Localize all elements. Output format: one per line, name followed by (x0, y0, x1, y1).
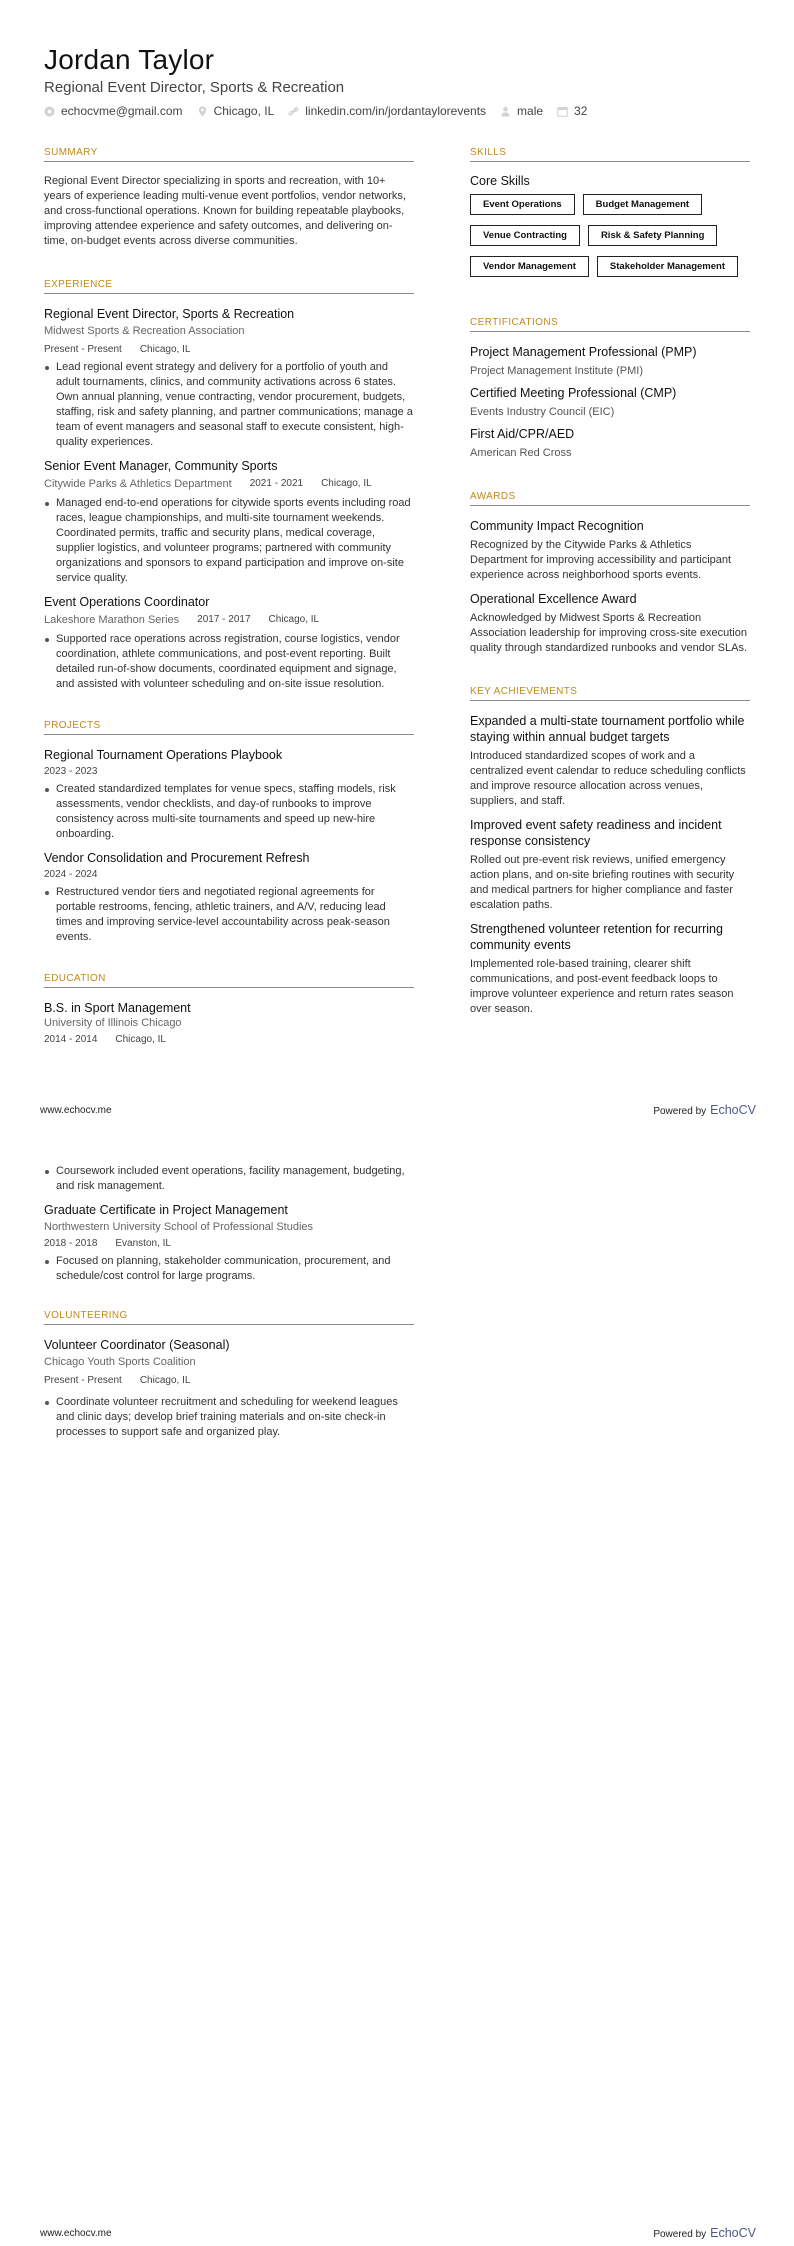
education-location: Evanston, IL (115, 1238, 171, 1249)
contact-location (197, 104, 275, 118)
project-bullets (44, 782, 414, 842)
job-bullets (44, 632, 414, 692)
achievement-description: Rolled out pre-event risk reviews, unified emergency action plans, and on-site briefing routines with security and medical partners for higher compliance and faster escalation paths. (470, 854, 735, 911)
left-column-page-1 (44, 147, 414, 1054)
award-name: Community Impact Recognition (470, 519, 644, 533)
date-range: 2023 - 2023 (44, 766, 98, 777)
date-end: 2024 (75, 869, 98, 880)
powered-by-label: Powered by (653, 2229, 707, 2240)
experience-entry (44, 594, 414, 692)
volunteer-organization: Chicago Youth Sports Coalition (44, 1356, 196, 1368)
calendar-icon (557, 106, 568, 117)
date-start: Present (44, 344, 79, 355)
job-title: Senior Event Manager, Community Sports (44, 459, 278, 473)
education-bullets (44, 1164, 414, 1194)
skill-chip: Venue Contracting (470, 225, 580, 246)
job-organization: Lakeshore Marathon Series (44, 614, 180, 626)
contact-age-text: 32 (574, 104, 588, 118)
contact-gender (500, 104, 543, 118)
date-range: Present - Present (44, 1375, 122, 1386)
bullet-item: Restructured vendor tiers and negotiated regional agreements for portable restrooms, fencing, athletic trainers, and A/V, reducing lead times and improving service-level accountability across peak-season events. (44, 885, 414, 945)
project-meta (44, 868, 414, 881)
certification-name: Certified Meeting Professional (CMP) (470, 386, 677, 400)
date-start: 2017 (197, 614, 220, 625)
person-icon (500, 106, 511, 117)
date-range: 2014 - 2014 (44, 1034, 98, 1045)
link-icon (288, 106, 299, 117)
skill-chip: Budget Management (583, 194, 702, 215)
footer-site-link[interactable]: www.echocv.me (40, 1104, 112, 1116)
education-meta (44, 1033, 414, 1046)
projects-heading: PROJECTS (44, 720, 414, 735)
powered-by (653, 2226, 756, 2240)
skill-chip: Risk & Safety Planning (588, 225, 717, 246)
date-end: Present (87, 344, 122, 355)
volunteering-entry (44, 1337, 414, 1440)
date-end: 2018 (75, 1238, 98, 1249)
degree-title: B.S. in Sport Management (44, 1001, 191, 1015)
projects-section (44, 720, 414, 945)
achievement-title: Expanded a multi-state tournament portfolio while staying within annual budget targets (470, 714, 745, 744)
skill-chip: Vendor Management (470, 256, 589, 277)
job-meta (44, 477, 414, 492)
award-description: Recognized by the Citywide Parks & Athletics Department for improving accessibility and participant experience across neighborhood sports events. (470, 539, 732, 581)
job-organization: Midwest Sports & Recreation Association (44, 325, 245, 337)
date-range: 2017 - 2017 (197, 614, 251, 625)
date-end: 2023 (75, 766, 98, 777)
candidate-name: Jordan Taylor (44, 44, 215, 75)
brand-logo[interactable]: EchoCV (710, 1103, 756, 1117)
certification-entry (470, 344, 750, 379)
project-meta (44, 765, 414, 778)
education-location: Chicago, IL (115, 1034, 166, 1045)
contact-email-text: echocvme@gmail.com (61, 104, 183, 118)
education-section-continued (44, 1164, 414, 1284)
date-end: 2021 (280, 478, 304, 489)
job-organization: Citywide Parks & Athletics Department (44, 478, 232, 490)
award-name: Operational Excellence Award (470, 592, 637, 606)
job-bullets (44, 496, 414, 586)
job-bullets (44, 360, 414, 450)
achievement-entry (470, 921, 750, 1017)
volunteer-meta (44, 1374, 414, 1387)
brand-logo[interactable]: EchoCV (710, 2226, 756, 2240)
school-name: University of Illinois Chicago (44, 1017, 182, 1029)
certification-name: First Aid/CPR/AED (470, 427, 575, 441)
footer-site-link[interactable]: www.echocv.me (40, 2227, 112, 2239)
contact-age (557, 104, 587, 118)
date-end: Present (87, 1375, 122, 1386)
award-description: Acknowledged by Midwest Sports & Recreation Association leadership for improving cross-site execution quality through standardized runbooks and vendor SLAs. (470, 612, 748, 654)
date-range: 2021 - 2021 (249, 478, 304, 489)
powered-by-label: Powered by (653, 1106, 707, 1117)
date-range: 2018 - 2018 (44, 1238, 98, 1249)
date-start: 2024 (44, 869, 67, 880)
project-title: Vendor Consolidation and Procurement Refresh (44, 851, 310, 865)
achievement-title: Strengthened volunteer retention for recurring community events (470, 922, 723, 952)
date-start: 2021 (249, 478, 272, 489)
skills-heading: SKILLS (470, 147, 750, 162)
project-entry (44, 747, 414, 842)
education-meta (44, 1237, 414, 1250)
volunteer-location: Chicago, IL (139, 1375, 191, 1386)
job-meta (44, 343, 414, 356)
date-range: Present - Present (44, 344, 122, 355)
education-heading: EDUCATION (44, 973, 414, 988)
skills-section (470, 147, 750, 287)
awards-section (470, 491, 750, 656)
bullet-item: Focused on planning, stakeholder communication, procurement, and schedule/cost control for large programs. (44, 1254, 414, 1284)
certification-entry (470, 426, 750, 461)
contact-linkedin[interactable] (288, 104, 486, 118)
bullet-item: Lead regional event strategy and delivery for a portfolio of youth and adult tournaments, clinics, and community activations across 6 states. Own annual planning, venue contracting, vendor procurement, budgets, staffing, risk and safety planning, and partner communications; manage a team of event managers and seasonal staff to execute consistent, high-quality experiences. (44, 360, 414, 450)
job-meta (44, 613, 414, 628)
degree-title: Graduate Certificate in Project Management (44, 1203, 288, 1217)
date-end: 2017 (228, 614, 251, 625)
contact-email[interactable] (44, 104, 183, 118)
summary-heading: SUMMARY (44, 147, 414, 162)
certification-issuer: Project Management Institute (PMI) (470, 365, 644, 377)
project-bullets (44, 885, 414, 945)
powered-by (653, 1103, 756, 1117)
certification-issuer: Events Industry Council (EIC) (470, 406, 615, 418)
awards-heading: AWARDS (470, 491, 750, 506)
date-range: 2024 - 2024 (44, 869, 98, 880)
volunteering-section (44, 1310, 414, 1440)
contact-location-text: Chicago, IL (213, 104, 275, 118)
achievement-description: Implemented role-based training, clearer shift communications, and post-event feedback loops to improve volunteer experience and return rates season over season. (470, 958, 734, 1015)
achievement-description: Introduced standardized scopes of work and a centralized event calendar to reduce scheduling conflicts and improve resource allocation across venues, suppliers, and staff. (470, 750, 746, 807)
location-pin-icon (197, 106, 208, 117)
certification-entry (470, 385, 750, 420)
job-location: Chicago, IL (321, 478, 372, 489)
contact-linkedin-text: linkedin.com/in/jordantaylorevents (305, 104, 487, 118)
date-start: 2014 (44, 1034, 67, 1045)
experience-entry (44, 458, 414, 586)
school-name: Northwestern University School of Professional Studies (44, 1221, 314, 1233)
certifications-section (470, 317, 750, 461)
bullet-item: Supported race operations across registration, course logistics, vendor coordination, athlete communications, and post-event reporting. Built detailed run-of-show documents, coordinated equipment and signage, and assisted with volunteer scheduling and on-site issue resolution. (44, 632, 414, 692)
award-entry (470, 518, 750, 583)
volunteer-role: Volunteer Coordinator (Seasonal) (44, 1338, 230, 1352)
education-entry (44, 1202, 414, 1284)
date-start: 2018 (44, 1238, 67, 1249)
award-entry (470, 591, 750, 656)
project-title: Regional Tournament Operations Playbook (44, 748, 283, 762)
certification-issuer: American Red Cross (470, 447, 572, 459)
bullet-item: Coordinate volunteer recruitment and scheduling for weekend leagues and clinic days; develop brief training materials and on-site check-in processes to support safe and organized play. (44, 1395, 414, 1440)
summary-text: Regional Event Director specializing in sports and recreation, with 10+ years of experience leading multi-venue event portfolios, vendor networks, and cross-functional operations. Known for building repeatable playbooks, improving attendee experience and safety outcomes, and delivering on-time, on-budget events across diverse communities. (44, 175, 406, 247)
project-entry (44, 850, 414, 945)
bullet-item: Created standardized templates for venue specs, staffing models, risk assessments, vendor checklists, and day-of runbooks to improve consistency across multi-site tournaments and speed up new-hire onboarding. (44, 782, 414, 842)
experience-entry (44, 306, 414, 450)
skill-chip: Event Operations (470, 194, 575, 215)
date-start: 2023 (44, 766, 67, 777)
contact-gender-text: male (517, 104, 544, 118)
achievements-section (470, 686, 750, 1017)
experience-section (44, 279, 414, 692)
bullet-item: Coursework included event operations, facility management, budgeting, and risk management. (44, 1164, 414, 1194)
certification-name: Project Management Professional (PMP) (470, 345, 697, 359)
skill-chips (470, 194, 750, 287)
education-entry-continued (44, 1164, 414, 1194)
date-end: 2014 (75, 1034, 98, 1045)
experience-heading: EXPERIENCE (44, 279, 414, 294)
summary-section (44, 147, 414, 249)
skills-group-title: Core Skills (470, 174, 530, 188)
achievement-entry (470, 713, 750, 809)
certifications-heading: CERTIFICATIONS (470, 317, 750, 332)
education-entry (44, 1000, 414, 1046)
education-section (44, 973, 414, 1046)
job-title: Event Operations Coordinator (44, 595, 210, 609)
volunteering-heading: VOLUNTEERING (44, 1310, 414, 1325)
page-footer (40, 2226, 756, 2240)
bullet-item: Managed end-to-end operations for citywide sports events including road races, league championships, and multi-site tournament weekends. Coordinated permits, traffic and security plans, medical coverage, supplier logistics, and volunteer programs; partnered with community organizations and sponsors to expand participation and improve on-site service quality. (44, 496, 414, 586)
page-footer (40, 1103, 756, 1117)
contact-bar (44, 104, 601, 118)
achievement-title: Improved event safety readiness and incident response consistency (470, 818, 722, 848)
job-location: Chicago, IL (268, 614, 320, 625)
achievement-entry (470, 817, 750, 913)
skill-chip: Stakeholder Management (597, 256, 738, 277)
right-column-page-1 (470, 147, 750, 1025)
job-location: Chicago, IL (139, 344, 191, 355)
candidate-headline: Regional Event Director, Sports & Recreation (44, 79, 345, 96)
achievements-heading: KEY ACHIEVEMENTS (470, 686, 750, 701)
left-column-page-2 (44, 1164, 414, 1448)
job-title: Regional Event Director, Sports & Recreation (44, 307, 295, 321)
volunteer-bullets (44, 1395, 414, 1440)
date-start: Present (44, 1375, 79, 1386)
education-bullets (44, 1254, 414, 1284)
at-icon (44, 106, 55, 117)
